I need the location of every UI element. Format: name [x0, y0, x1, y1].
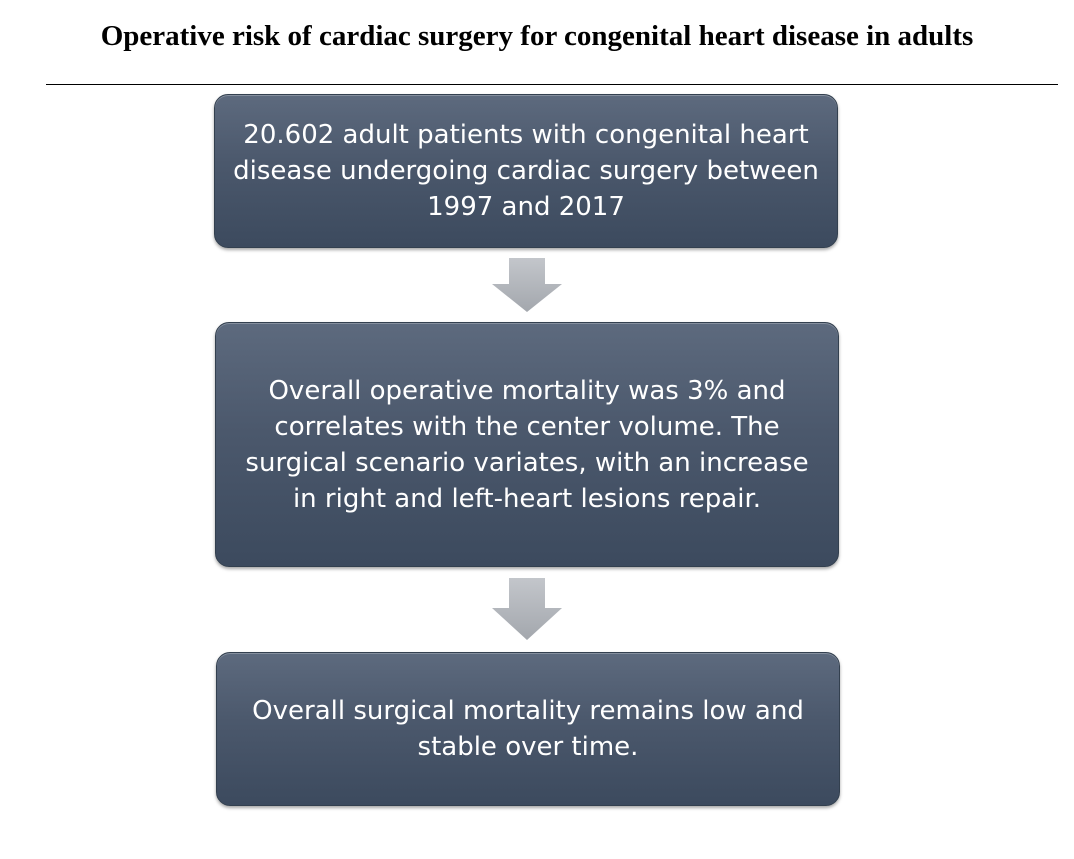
- flowchart-step-3: [216, 652, 840, 806]
- flowchart-step-1: [214, 94, 838, 248]
- page-title: Operative risk of cardiac surgery for congenital heart disease in adults: [100, 20, 974, 52]
- title-divider: [46, 84, 1058, 85]
- flowchart-step-2: [215, 322, 839, 567]
- down-arrow-icon: [492, 578, 562, 640]
- down-arrow-icon: [492, 258, 562, 312]
- step-2-text: Overall operative mortality was 3% and correlates with the center volume. The surgical scenario variates, with an increase in right and left-heart lesions repair.: [245, 375, 809, 514]
- step-1-text: 20.602 adult patients with congenital heart disease undergoing cardiac surgery between 1997 and 2017: [233, 120, 819, 222]
- step-3-text: Overall surgical mortality remains low and stable over time.: [252, 696, 804, 762]
